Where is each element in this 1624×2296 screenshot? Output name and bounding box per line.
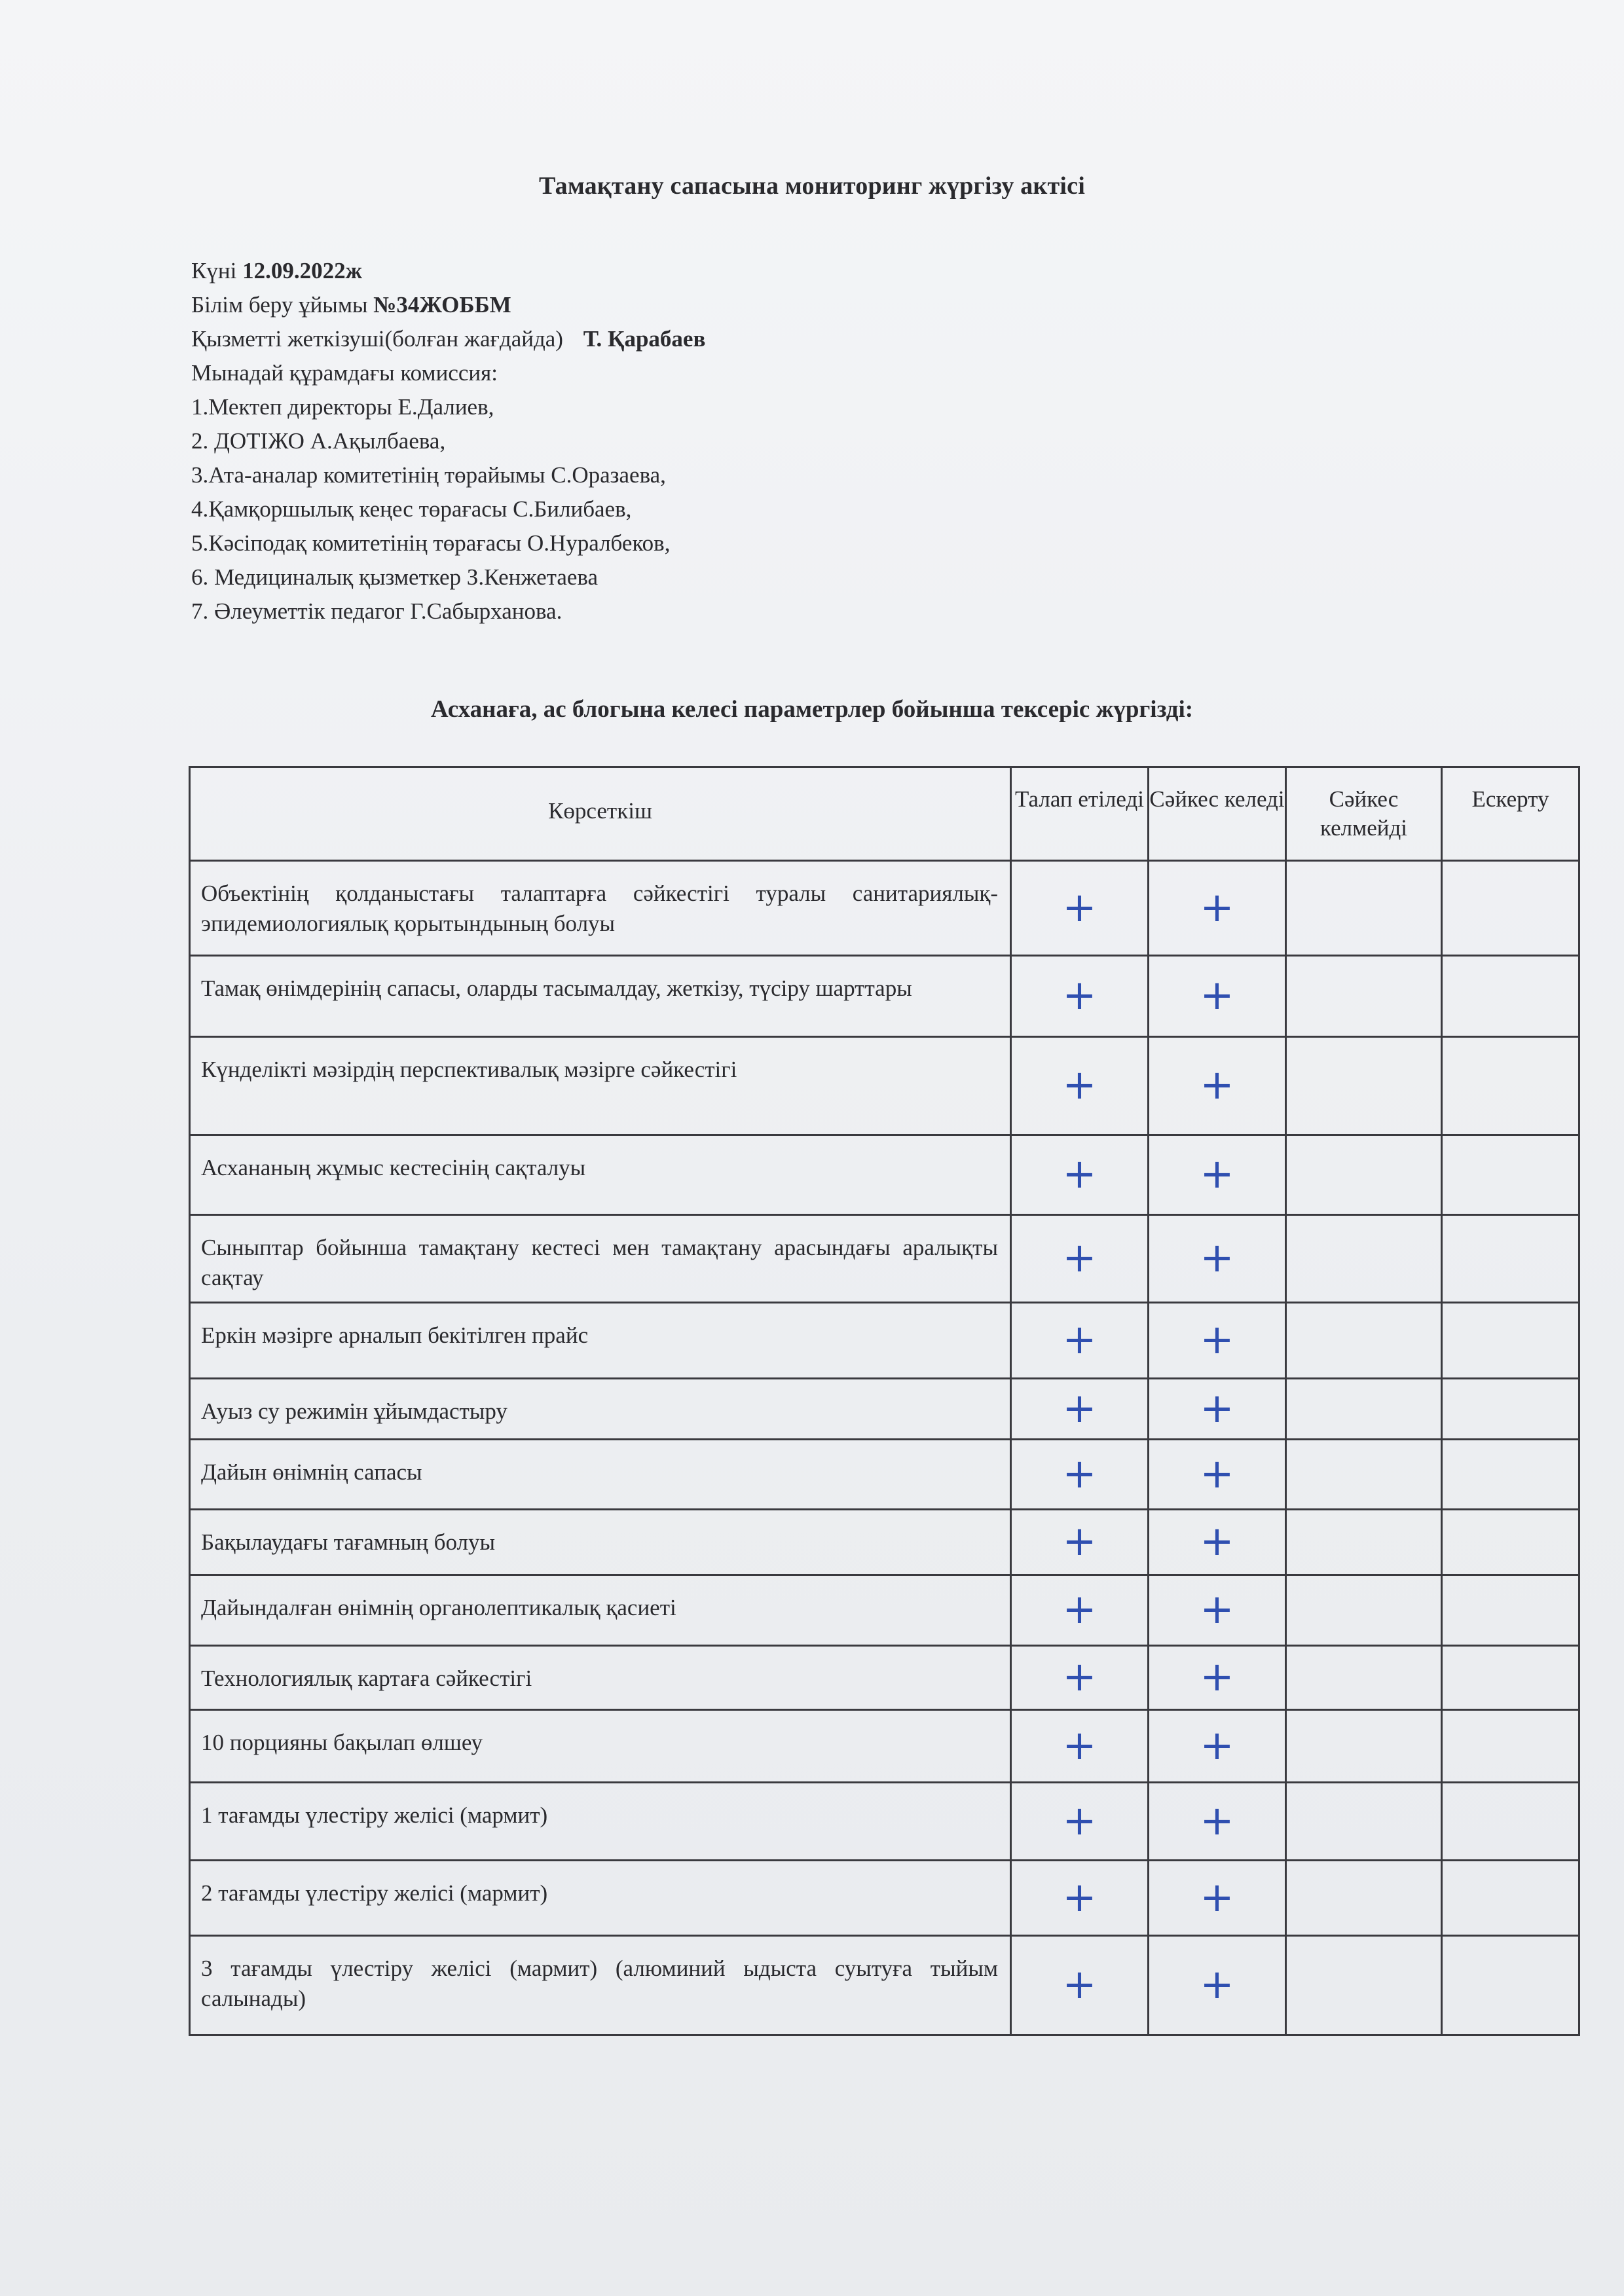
indicator-cell: Дайындалған өнімнің органолептикалық қасиеті <box>190 1575 1011 1646</box>
required-cell <box>1011 1783 1149 1861</box>
supplier-value: Т. Қарабаев <box>583 326 706 352</box>
table-row <box>190 1037 1579 1135</box>
required-mark: + <box>1062 1150 1097 1197</box>
table-row <box>190 1575 1579 1646</box>
note-cell <box>1442 1379 1579 1440</box>
indicator-cell: Технологиялық картаға сәйкестігі <box>190 1646 1011 1710</box>
commission-member: 2. ДОТІЖО А.Ақылбаева, <box>191 428 446 454</box>
supplier-row <box>191 322 705 356</box>
table-row <box>190 1215 1579 1303</box>
required-cell <box>1011 1510 1149 1575</box>
complies-cell <box>1149 1510 1286 1575</box>
complies-mark: + <box>1200 1585 1234 1633</box>
indicator-cell: 2 тағамды үлестіру желісі (мармит) <box>190 1861 1011 1936</box>
complies-mark: + <box>1200 1233 1234 1281</box>
inspection-table <box>189 766 1580 2036</box>
table-row <box>190 1936 1579 2035</box>
date-label: Күні <box>191 258 237 283</box>
complies-mark: + <box>1200 1721 1234 1769</box>
required-cell <box>1011 1303 1149 1379</box>
complies-mark: + <box>1200 1315 1234 1363</box>
required-cell <box>1011 1037 1149 1135</box>
required-mark: + <box>1062 1315 1097 1363</box>
indicator-cell: Ауыз су режимін ұйымдастыру <box>190 1379 1011 1440</box>
table-row <box>190 1783 1579 1861</box>
note-cell <box>1442 1135 1579 1215</box>
required-cell <box>1011 1936 1149 2035</box>
note-cell <box>1442 1710 1579 1783</box>
indicator-cell: Объектінің қолданыстағы талаптарға сәйкестігі туралы санитариялық-эпидемиологиялық қорытындының болуы <box>190 861 1011 956</box>
required-cell <box>1011 1575 1149 1646</box>
required-mark: + <box>1062 1517 1097 1565</box>
required-mark: + <box>1062 1449 1097 1497</box>
table-row <box>190 1379 1579 1440</box>
table-row <box>190 1303 1579 1379</box>
note-cell <box>1442 1783 1579 1861</box>
note-cell <box>1442 1440 1579 1510</box>
required-cell <box>1011 956 1149 1037</box>
note-cell <box>1442 1575 1579 1646</box>
note-cell <box>1442 1861 1579 1936</box>
complies-mark: + <box>1200 1150 1234 1197</box>
header-required: Талап етіледі <box>1011 767 1149 861</box>
not-complies-cell <box>1286 956 1442 1037</box>
note-cell <box>1442 1646 1579 1710</box>
not-complies-cell <box>1286 1936 1442 2035</box>
commission-member: 6. Медициналық қызметкер З.Кенжетаева <box>191 564 598 590</box>
complies-mark: + <box>1200 1449 1234 1497</box>
complies-mark: + <box>1200 1796 1234 1844</box>
required-mark: + <box>1062 1796 1097 1844</box>
indicator-cell: Күнделікті мәзірдің перспективалық мәзірге сәйкестігі <box>190 1037 1011 1135</box>
indicator-cell: Бақылаудағы тағамның болуы <box>190 1510 1011 1575</box>
required-cell <box>1011 1440 1149 1510</box>
required-mark: + <box>1062 1383 1097 1432</box>
complies-cell <box>1149 1037 1286 1135</box>
indicator-cell: Тамақ өнімдерінің сапасы, оларды тасымалдау, жеткізу, түсіру шарттары <box>190 956 1011 1037</box>
complies-cell <box>1149 1710 1286 1783</box>
org-label: Білім беру ұйымы <box>191 292 368 318</box>
indicator-cell: Еркін мәзірге арналып бекітілген прайс <box>190 1303 1011 1379</box>
required-cell <box>1011 1861 1149 1936</box>
required-mark: + <box>1062 1652 1097 1700</box>
not-complies-cell <box>1286 1861 1442 1936</box>
not-complies-cell <box>1286 1379 1442 1440</box>
complies-mark: + <box>1200 971 1234 1019</box>
complies-cell <box>1149 1783 1286 1861</box>
required-mark: + <box>1062 1872 1097 1921</box>
table-header-row <box>190 767 1579 861</box>
not-complies-cell <box>1286 1135 1442 1215</box>
complies-cell <box>1149 861 1286 956</box>
required-mark: + <box>1062 971 1097 1019</box>
required-mark: + <box>1062 883 1097 931</box>
note-cell <box>1442 1037 1579 1135</box>
indicator-cell: 10 порцияны бақылап өлшеу <box>190 1710 1011 1783</box>
not-complies-cell <box>1286 1510 1442 1575</box>
not-complies-cell <box>1286 1710 1442 1783</box>
note-cell <box>1442 1510 1579 1575</box>
indicator-cell: Сыныптар бойынша тамақтану кестесі мен тамақтану арасындағы аралықты сақтау <box>190 1215 1011 1303</box>
required-mark: + <box>1062 1721 1097 1769</box>
commission-label: Мынадай құрамдағы комиссия: <box>191 360 498 386</box>
note-cell <box>1442 1303 1579 1379</box>
table-row <box>190 1510 1579 1575</box>
required-mark: + <box>1062 1233 1097 1281</box>
required-cell <box>1011 1135 1149 1215</box>
indicator-cell: Асхананың жұмыс кестесінің сақталуы <box>190 1135 1011 1215</box>
complies-cell <box>1149 1135 1286 1215</box>
header-indicator: Көрсеткіш <box>190 767 1011 861</box>
complies-cell <box>1149 1861 1286 1936</box>
inspection-subtitle: Асханаға, ас блогына келесі параметрлер бойынша тексеріс жүргізді: <box>430 696 1194 723</box>
indicator-cell: Дайын өнімнің сапасы <box>190 1440 1011 1510</box>
table-row <box>190 1710 1579 1783</box>
table-row <box>190 1440 1579 1510</box>
required-cell <box>1011 1215 1149 1303</box>
not-complies-cell <box>1286 1303 1442 1379</box>
required-cell <box>1011 861 1149 956</box>
indicator-cell: 1 тағамды үлестіру желісі (мармит) <box>190 1783 1011 1861</box>
complies-cell <box>1149 1303 1286 1379</box>
note-cell <box>1442 956 1579 1037</box>
not-complies-cell <box>1286 1646 1442 1710</box>
not-complies-cell <box>1286 1440 1442 1510</box>
commission-member: 4.Қамқоршылық кеңес төрағасы С.Билибаев, <box>191 496 632 522</box>
complies-cell <box>1149 1379 1286 1440</box>
commission-member: 5.Кәсіподақ комитетінің төрағасы О.Нуралбеков, <box>191 530 671 556</box>
complies-cell <box>1149 1440 1286 1510</box>
table-row <box>190 956 1579 1037</box>
note-cell <box>1442 861 1579 956</box>
commission-member: 7. Әлеуметтік педагог Г.Сабырханова. <box>191 598 563 624</box>
complies-cell <box>1149 1575 1286 1646</box>
required-mark: + <box>1062 1061 1097 1108</box>
not-complies-cell <box>1286 1037 1442 1135</box>
complies-mark: + <box>1200 1652 1234 1700</box>
table-row <box>190 1135 1579 1215</box>
complies-mark: + <box>1200 1061 1234 1108</box>
required-cell <box>1011 1646 1149 1710</box>
note-cell <box>1442 1936 1579 2035</box>
complies-cell <box>1149 956 1286 1037</box>
commission-member: 1.Мектеп директоры Е.Далиев, <box>191 394 494 420</box>
complies-mark: + <box>1200 1960 1234 2008</box>
complies-cell <box>1149 1646 1286 1710</box>
header-complies: Сәйкес келеді <box>1149 767 1286 861</box>
document-info <box>191 254 705 629</box>
table-row <box>190 861 1579 956</box>
not-complies-cell <box>1286 861 1442 956</box>
table-row <box>190 1646 1579 1710</box>
date-row <box>191 254 705 288</box>
header-note: Ескерту <box>1442 767 1579 861</box>
supplier-label: Қызметті жеткізуші(болған жағдайда) <box>191 326 563 352</box>
not-complies-cell <box>1286 1783 1442 1861</box>
not-complies-cell <box>1286 1575 1442 1646</box>
complies-mark: + <box>1200 1517 1234 1565</box>
complies-cell <box>1149 1936 1286 2035</box>
complies-mark: + <box>1200 883 1234 931</box>
not-complies-cell <box>1286 1215 1442 1303</box>
org-value: №34ЖОББМ <box>373 292 511 318</box>
header-not-complies: Сәйкес келмейді <box>1286 767 1442 861</box>
complies-cell <box>1149 1215 1286 1303</box>
required-mark: + <box>1062 1960 1097 2008</box>
table-row <box>190 1861 1579 1936</box>
note-cell <box>1442 1215 1579 1303</box>
commission-member: 3.Ата-аналар комитетінің төрайымы С.Оразаева, <box>191 462 666 488</box>
document-title: Тамақтану сапасына мониторинг жүргізу актісі <box>539 172 1085 200</box>
indicator-cell: 3 тағамды үлестіру желісі (мармит) (алюминий ыдыста суытуға тыйым салынады) <box>190 1936 1011 2035</box>
org-row <box>191 288 705 322</box>
required-cell <box>1011 1379 1149 1440</box>
date-value: 12.09.2022ж <box>242 258 362 283</box>
required-mark: + <box>1062 1585 1097 1633</box>
complies-mark: + <box>1200 1872 1234 1921</box>
complies-mark: + <box>1200 1383 1234 1432</box>
required-cell <box>1011 1710 1149 1783</box>
